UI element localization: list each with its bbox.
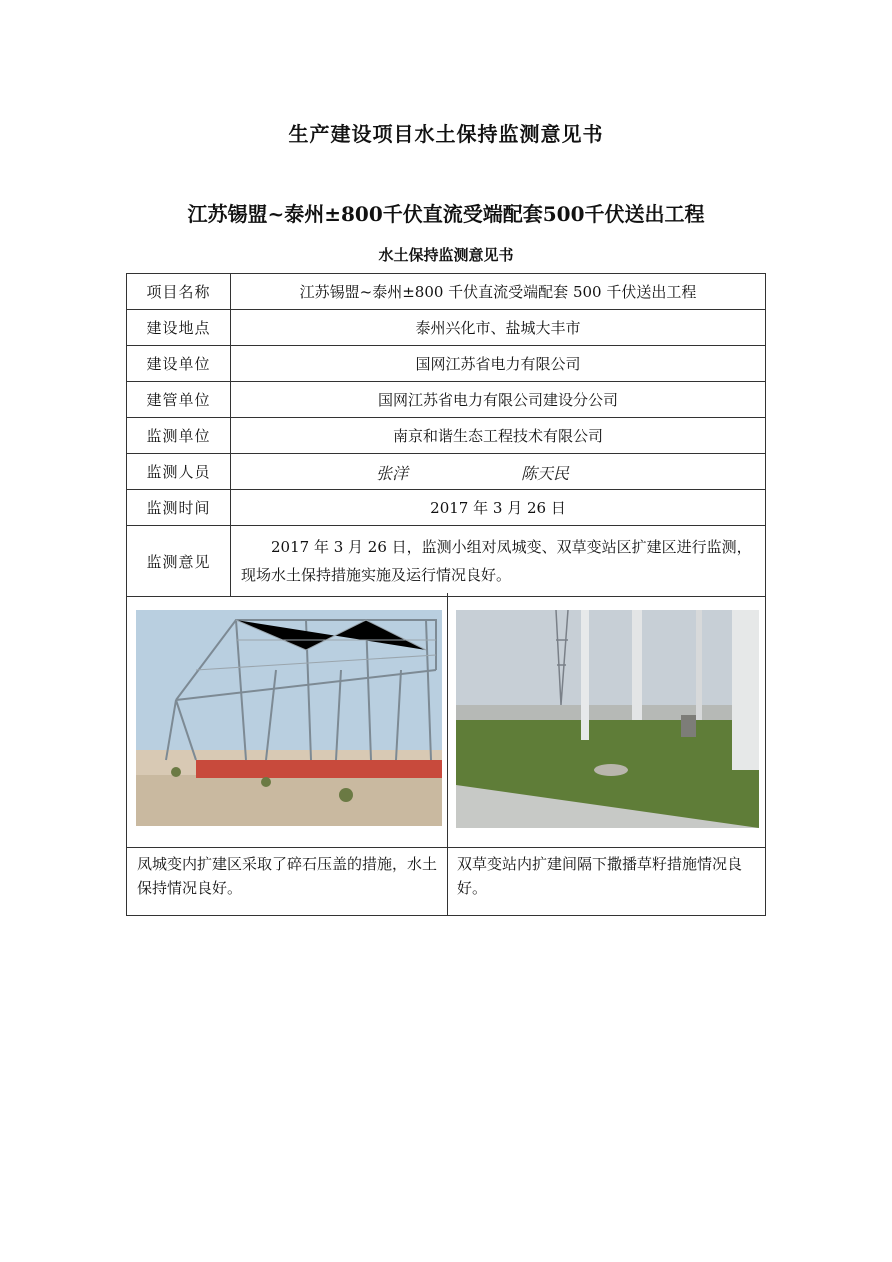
row-label: 监测单位 <box>127 418 231 454</box>
table-row <box>127 310 766 346</box>
substation-gravel-photo <box>136 610 442 826</box>
substation-grass-photo <box>456 610 759 828</box>
row-label: 项目名称 <box>127 274 231 310</box>
photo-section <box>126 593 766 916</box>
table-row <box>127 382 766 418</box>
photo-caption-left: 凤城变内扩建区采取了碎石压盖的措施，水土保持情况良好。 <box>137 855 438 897</box>
document-heading: 生产建设项目水土保持监测意见书 <box>288 122 604 146</box>
table-row <box>127 274 766 310</box>
table-row <box>127 526 766 597</box>
photo-cell-left <box>127 593 448 847</box>
table-row <box>127 454 766 490</box>
document-subheading: 水土保持监测意见书 <box>378 246 514 264</box>
table-row <box>127 490 766 526</box>
photo-caption-right: 双草变站内扩建间隔下撒播草籽措施情况良好。 <box>457 855 743 897</box>
signature-1: 张洋 <box>376 464 409 483</box>
photo-cell-right <box>447 593 765 847</box>
row-value: 国网江苏省电力有限公司 <box>231 346 766 382</box>
row-value: 国网江苏省电力有限公司建设分公司 <box>231 382 766 418</box>
signature-2: 陈天民 <box>521 464 570 483</box>
row-value: 泰州兴化市、盐城大丰市 <box>231 310 766 346</box>
info-table <box>126 273 766 597</box>
row-value: 江苏锡盟~泰州±800 千伏直流受端配套 500 千伏送出工程 <box>231 274 766 310</box>
caption-row <box>127 847 765 916</box>
row-value: 2017 年 3 月 26 日 <box>231 490 766 526</box>
table-row <box>127 418 766 454</box>
opinion-text: 2017 年 3 月 26 日，监测小组对凤城变、双草变站区扩建区进行监测，现场水土保持措施实施及运行情况良好。 <box>231 526 766 597</box>
row-label: 监测人员 <box>127 454 231 490</box>
row-label: 建管单位 <box>127 382 231 418</box>
row-label: 建设地点 <box>127 310 231 346</box>
row-value: 南京和谐生态工程技术有限公司 <box>231 418 766 454</box>
row-label: 监测时间 <box>127 490 231 526</box>
row-label: 监测意见 <box>127 526 231 597</box>
caption-divider <box>447 848 448 916</box>
project-title: 江苏锡盟~泰州±800千伏直流受端配套500千伏送出工程 <box>187 202 705 226</box>
signature-cell <box>231 454 766 490</box>
row-label: 建设单位 <box>127 346 231 382</box>
table-row <box>127 346 766 382</box>
